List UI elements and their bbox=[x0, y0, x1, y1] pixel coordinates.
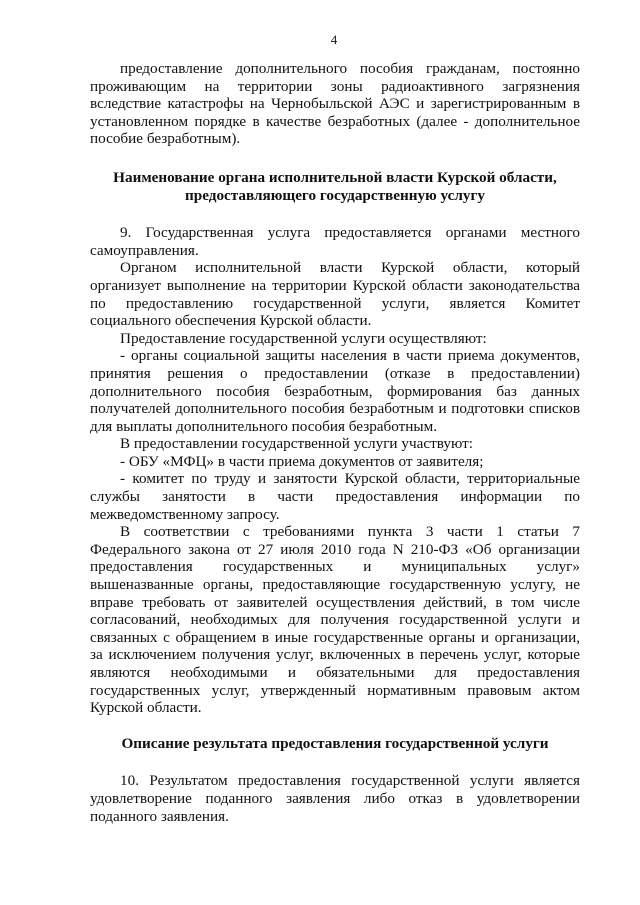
paragraph-executive-body: Органом исполнительной власти Курской области, который организует выполнение на территории Курской области законодательства по предоставлению государственной услуги, является Комитет социального обеспечения Курской области. bbox=[90, 259, 580, 330]
list-item-social-protection: - органы социальной защиты населения в части приема документов, принятия решения о предоставлении (отказе в предоставлении) дополнительного пособия безработным, формирования баз данных получателей дополнительного пособия безработным и подготовки списков для выплаты дополнительного пособия безработным. bbox=[90, 347, 580, 435]
section-heading-authority-line2: предоставляющего государственную услугу bbox=[185, 186, 485, 204]
page-number: 4 bbox=[330, 32, 338, 47]
section-heading-authority-line1: Наименование органа исполнительной власти Курской области, bbox=[113, 168, 557, 186]
document-body bbox=[90, 60, 580, 825]
list-item-labor-committee: - комитет по труду и занятости Курской области, территориальные службы занятости в части предоставления информации по межведомственному запросу. bbox=[90, 470, 580, 523]
paragraph-federal-law-requirements: В соответствии с требованиями пункта 3 части 1 статьи 7 Федерального закона от 27 июля 2010 года N 210-ФЗ «Об организации предоставления государственных и муниципальных услуг» вышеназванные органы, предоставляющие государственную услугу, не вправе требовать от заявителей осуществления действий, в том числе согласований, необходимых для получения государственной услуги и связанных с обращением в иные государственные органы и организации, за исключением получения услуг, включенных в перечень услуг, которые являются необходимыми и обязательными для предоставления государственных услуг, утвержденный нормативным правовым актом Курской области. bbox=[90, 523, 580, 717]
list-item-mfc: - ОБУ «МФЦ» в части приема документов от заявителя; bbox=[120, 452, 484, 470]
paragraph-9-service-provider: 9. Государственная услуга предоставляется органами местного самоуправления. bbox=[90, 224, 580, 259]
paragraph-participants-intro: В предоставлении государственной услуги участвуют: bbox=[120, 435, 473, 453]
intro-paragraph: предоставление дополнительного пособия гражданам, постоянно проживающим на территории зоны радиоактивного загрязнения вследствие катастрофы на Чернобыльской АЭС и зарегистрированным в установленном порядке в качестве безработных (далее - дополнительное пособие безработным). bbox=[90, 60, 580, 148]
section-heading-result: Описание результата предоставления государственной услуги bbox=[121, 734, 549, 752]
paragraph-providers-intro: Предоставление государственной услуги осуществляют: bbox=[120, 329, 487, 347]
paragraph-10-result: 10. Результатом предоставления государственной услуги является удовлетворение поданного заявления либо отказ в удовлетворении поданного заявления. bbox=[90, 772, 580, 825]
